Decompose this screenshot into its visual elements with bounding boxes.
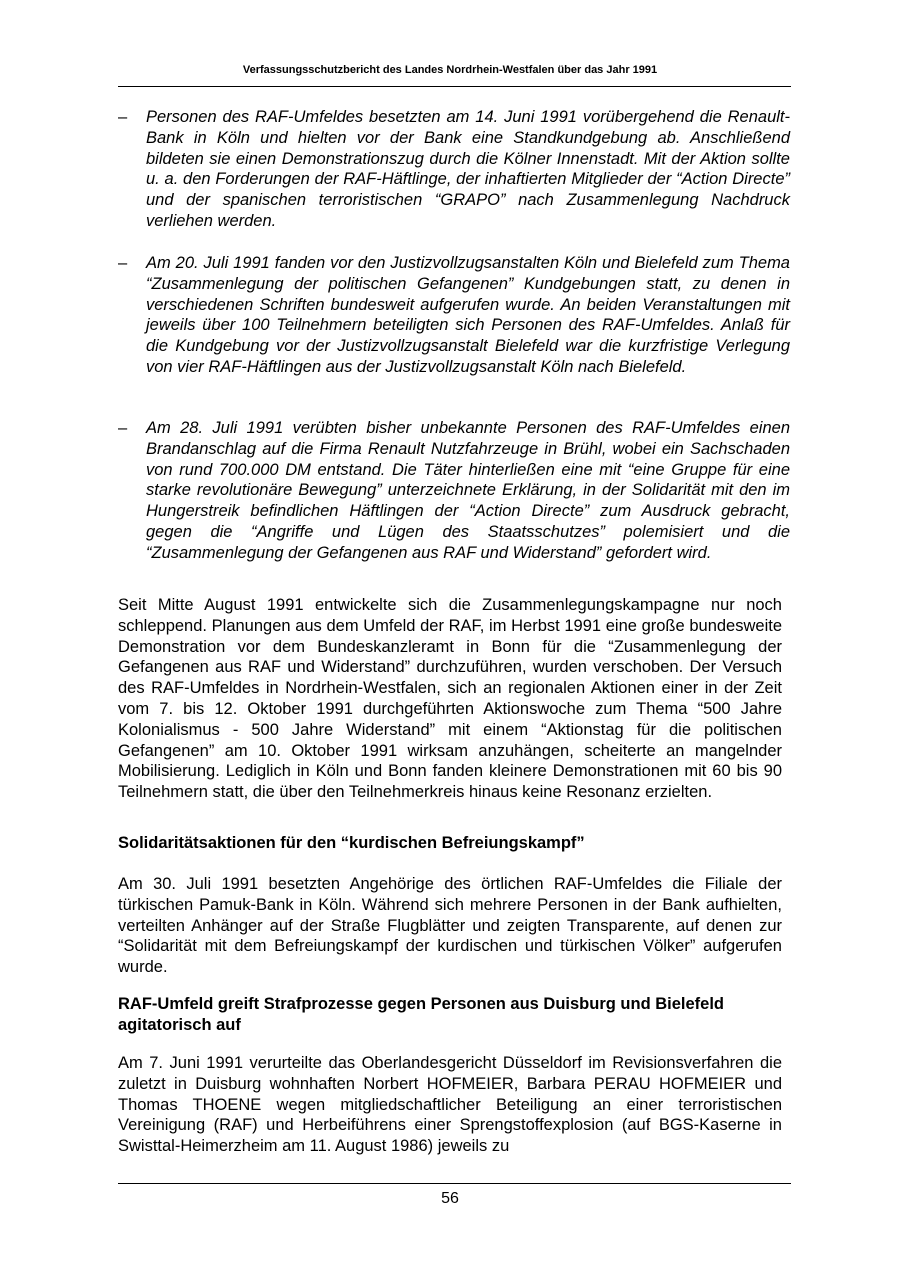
bullet-item-1 (118, 107, 790, 232)
section-heading-kurdish: Solidaritätsaktionen für den “kurdischen Befreiungskampf” (118, 834, 585, 852)
header-rule (118, 86, 791, 87)
page-number: 56 (441, 1190, 459, 1207)
paragraph-campaign: Seit Mitte August 1991 entwickelte sich die Zusammenlegungskampagne nur noch schleppend. Planungen aus dem Umfeld der RAF, im Herbst 1991 eine große bundesweite Demonstration vor dem Bundeskanzleramt in Bonn für die “Zusammenlegung der Gefangenen aus RAF und Widerstand” durchzuführen, wurden verschoben. Der Versuch des RAF-Umfeldes in Nordrhein-Westfalen, sich an regionalen Aktionen einer in der Zeit vom 7. bis 12. Oktober 1991 durchgeführten Aktionswoche zum Thema “500 Jahre Kolonialismus - 500 Jahre Widerstand” mit einem “Aktionstag für die politischen Gefangenen” am 10. Oktober 1991 wirksam anzuhängen, scheiterte an mangelnder Mobilisierung. Lediglich in Köln und Bonn fanden kleinere Demonstrationen mit 60 bis 90 Teilnehmern statt, die über den Teilnehmerkreis hinaus keine Resonanz erzielten. (118, 596, 782, 802)
bullet-dash: – (118, 419, 128, 437)
bullet-dash: – (118, 108, 128, 126)
page-header: Verfassungsschutzbericht des Landes Nordrhein-Westfalen über das Jahr 1991 (242, 64, 658, 76)
bullet-text: Personen des RAF-Umfeldes besetzten am 14. Juni 1991 vorübergehend die Renault-Bank in Köln und hielten vor der Bank eine Standkundgebung ab. Anschließend bildeten sie einen Demonstrationszug durch die Kölner Innenstadt. Mit der Aktion sollte u. a. den Forderungen der RAF-Häftlinge, der inhaftierten Mitglieder der “Action Directe” und der spanischen terroristischen “GRAPO” nach Zusammenlegung Nachdruck verliehen werden. (146, 108, 790, 230)
bullet-text: Am 28. Juli 1991 verübten bisher unbekannte Personen des RAF-Umfeldes einen Brandanschlag auf die Firma Renault Nutzfahrzeuge in Brühl, wobei ein Sachschaden von rund 700.000 DM entstand. Die Täter hinterließen eine mit “eine Gruppe für eine starke revolutionäre Bewegung” unterzeichnete Erklärung, in der Solidarität mit den im Hungerstreik befindlichen Häftlingen der “Action Directe” zum Ausdruck gebracht, gegen die “Angriffe und Lügen des Staatsschutzes” polemisiert und die “Zusammenlegung der Gefangenen aus RAF und Widerstand” gefordert wird. (146, 419, 790, 562)
footer-rule (118, 1183, 791, 1184)
paragraph-verdict: Am 7. Juni 1991 verurteilte das Oberlandesgericht Düsseldorf im Revisionsverfahren die zuletzt in Duisburg wohnhaften Norbert HOFMEIER, Barbara PERAU HOFMEIER und Thomas THOENE wegen mitgliedschaftlicher Beteiligung an einer terroristischen Vereinigung (RAF) und Herbeiführens einer Sprengstoffexplosion (auf BGS-Kaserne in Swisttal-Heimerzheim am 11. August 1986) jeweils zu (118, 1054, 782, 1156)
paragraph-pamuk-bank: Am 30. Juli 1991 besetzten Angehörige des örtlichen RAF-Umfeldes die Filiale der türkischen Pamuk-Bank in Köln. Während sich mehrere Personen in der Bank aufhielten, verteilten Anhänger auf der Straße Flugblätter und zeigten Transparente, auf denen zur “Solidarität mit dem Befreiungskampf der kurdischen und türkischen Völker” aufgerufen wurde. (118, 875, 782, 977)
bullet-dash: – (118, 254, 128, 272)
bullet-item-3 (118, 418, 790, 564)
section-heading-trials: RAF-Umfeld greift Strafprozesse gegen Personen aus Duisburg und Bielefeld agitatorisch auf (118, 995, 725, 1034)
bullet-text: Am 20. Juli 1991 fanden vor den Justizvollzugsanstalten Köln und Bielefeld zum Thema “Zusammenlegung der politischen Gefangenen” Kundgebungen statt, zu denen in verschiedenen Schriften bundesweit aufgerufen wurde. An beiden Veranstaltungen mit jeweils über 100 Teilnehmern beteiligten sich Personen des RAF-Umfeldes. Anlaß für die Kundgebung vor der Justizvollzugsanstalt Bielefeld war die kurzfristige Verlegung von vier RAF-Häftlingen aus der Justizvollzugsanstalt Köln nach Bielefeld. (146, 254, 790, 376)
bullet-item-2 (118, 253, 790, 378)
